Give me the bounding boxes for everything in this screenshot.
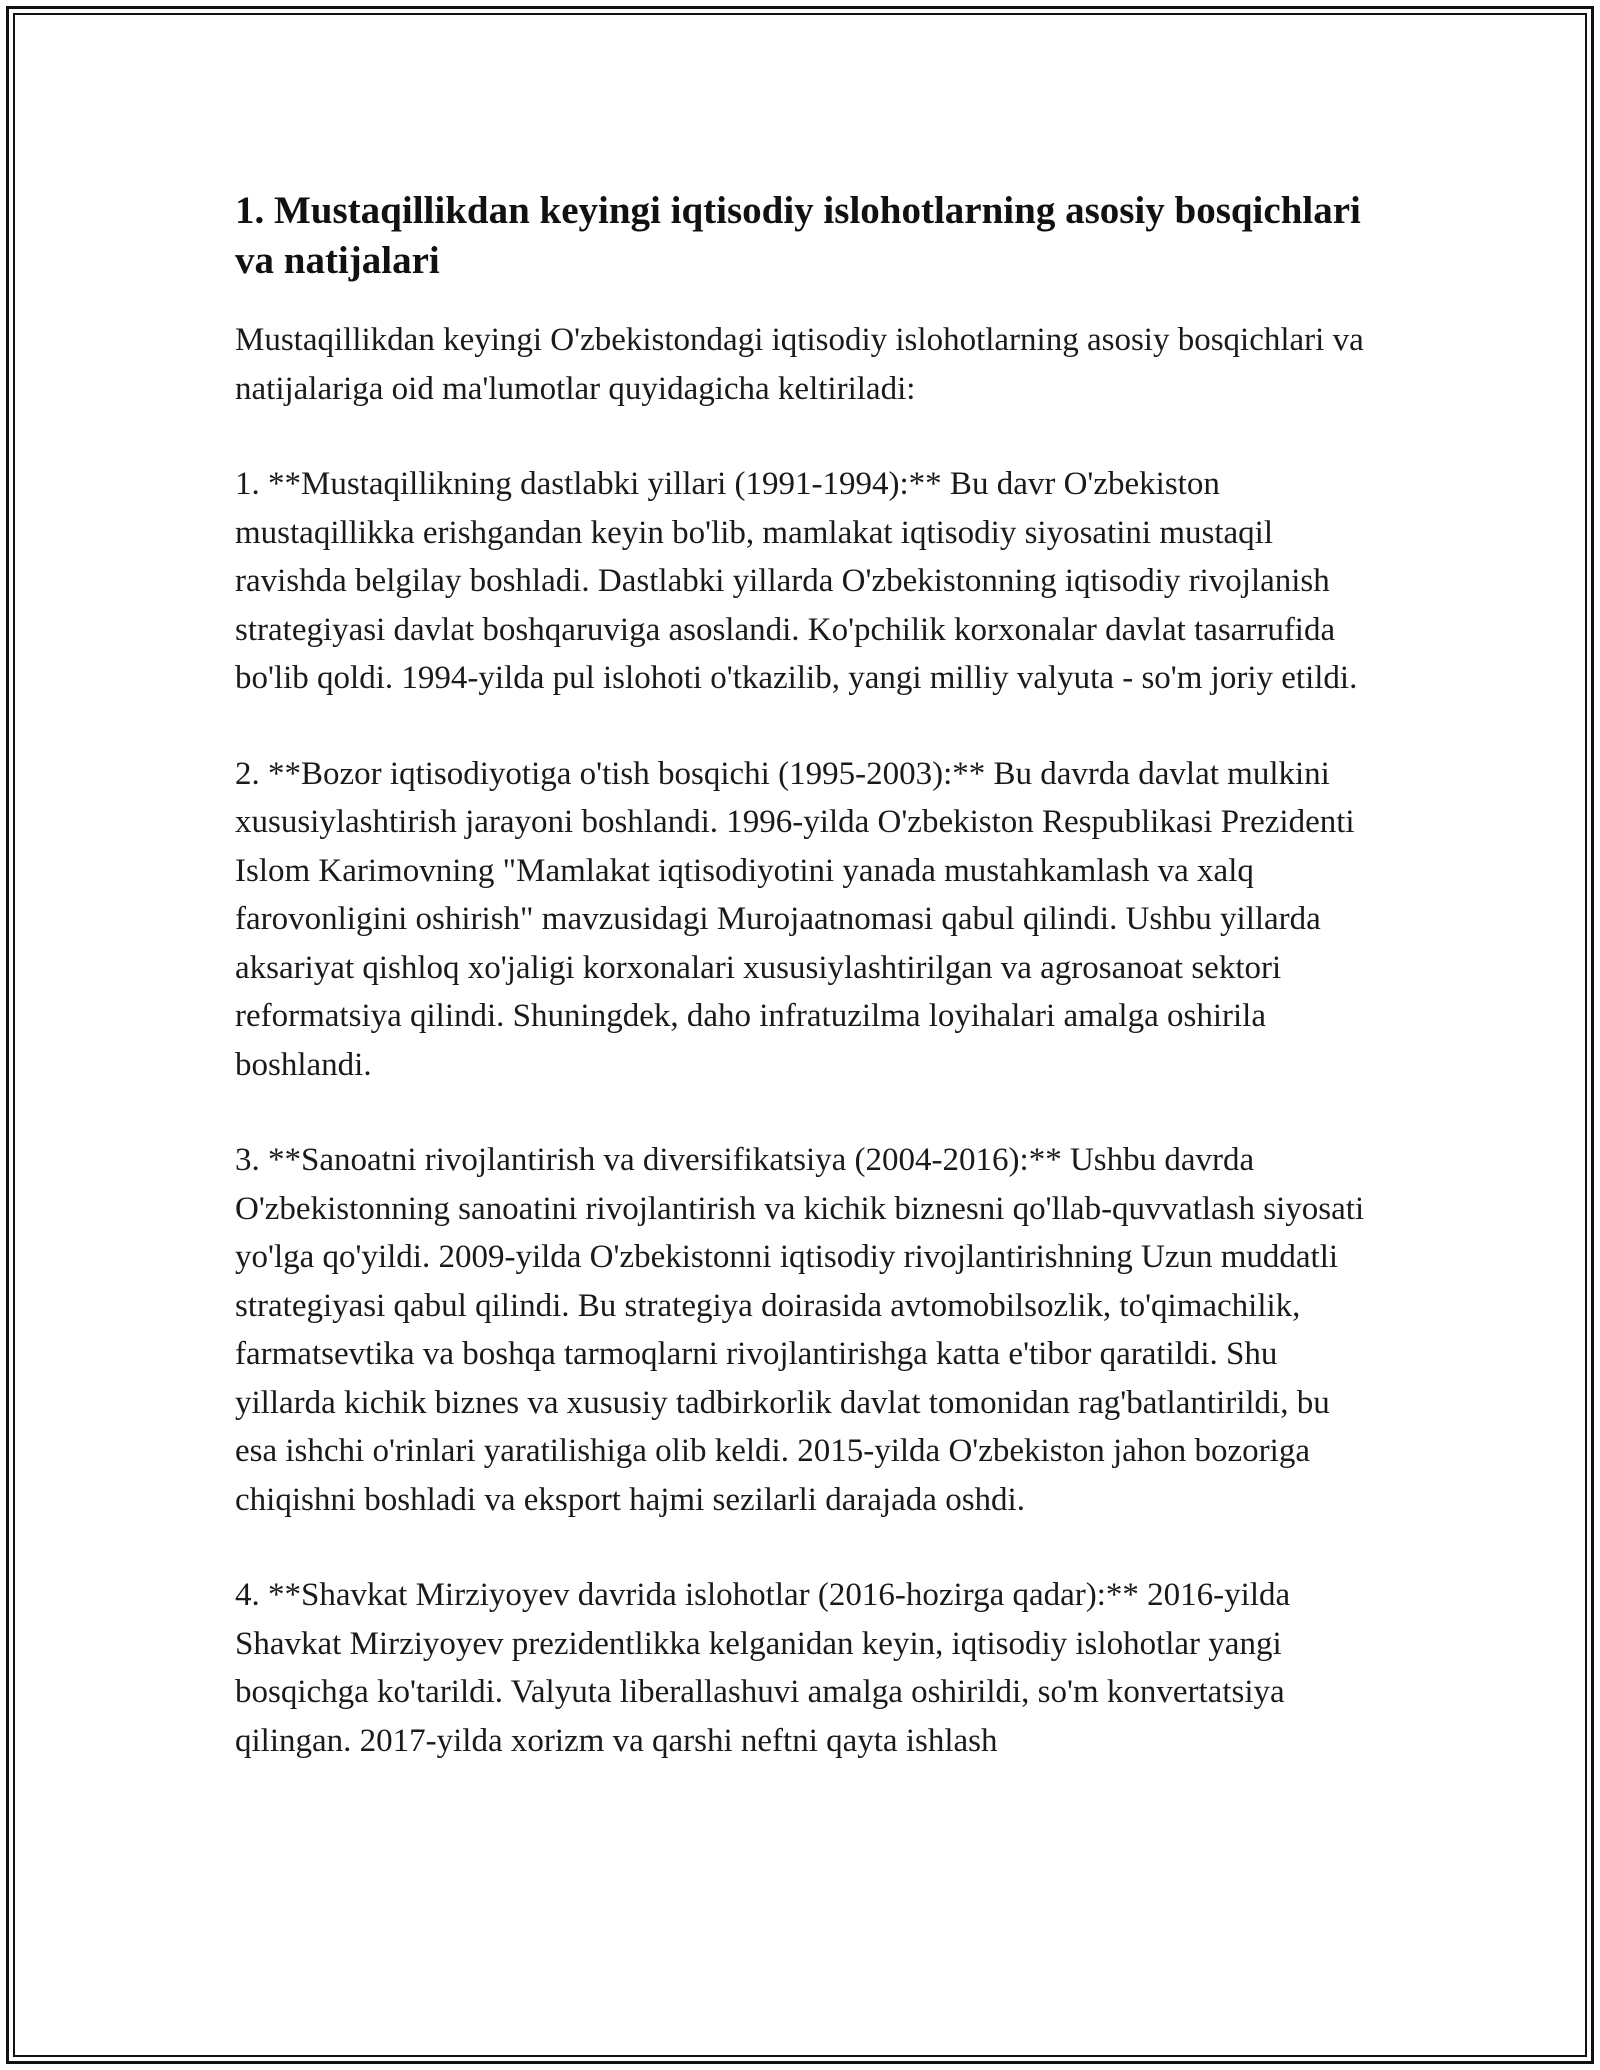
section-paragraph-4: 4. **Shavkat Mirziyoyev davrida islohotlar (2016-hozirga qadar):** 2016-yilda Shavkat Mirziyoyev prezidentlikka kelganidan keyin, iqtisodiy islohotlar yangi bosqichga ko'tarildi. Valyuta liberallashuvi amalga oshirildi, so'm konvertatsiya qilingan. 2017-yilda xorizm va qarshi neftni qayta ishlash xyxy=(235,1577,1291,1759)
section-paragraph-1: 1. **Mustaqillikning dastlabki yillari (1991-1994):** Bu davr O'zbekiston mustaqillikka erishgandan keyin bo'lib, mamlakat iqtisodiy siyosatini mustaqil ravishda belgilay boshladi. Dastlabki yillarda O'zbekistonning iqtisodiy rivojlanish strategiyasi davlat boshqaruviga asoslandi. Ko'pchilik korxonalar davlat tasarrufida bo'lib qoldi. 1994-yilda pul islohoti o'tkazilib, yangi milliy valyuta - so'm joriy etildi. xyxy=(235,466,1358,696)
section-paragraph-3: 3. **Sanoatni rivojlantirish va diversifikatsiya (2004-2016):** Ushbu davrda O'zbekistonning sanoatini rivojlantirish va kichik biznesni qo'llab-quvvatlash siyosati yo'lga qo'yildi. 2009-yilda O'zbekistonni iqtisodiy rivojlantirishning Uzun muddatli strategiyasi qabul qilindi. Bu strategiya doirasida avtomobilsozlik, to'qimachilik, farmatsevtika va boshqa tarmoqlarni rivojlantirishga katta e'tibor qaratildi. Shu yillarda kichik biznes va xususiy tadbirkorlik davlat tomonidan rag'batlantirildi, bu esa ishchi o'rinlari yaratilishiga olib keldi. 2015-yilda O'zbekiston jahon bozoriga chiqishni boshladi va eksport hajmi sezilarli darajada oshdi. xyxy=(235,1142,1365,1518)
document-body xyxy=(235,186,1375,1812)
intro-paragraph: Mustaqillikdan keyingi O'zbekistondagi iqtisodiy islohotlarning asosiy bosqichlari va natijalariga oid ma'lumotlar quyidagicha keltiriladi: xyxy=(235,322,1364,407)
section-paragraph-2: 2. **Bozor iqtisodiyotiga o'tish bosqichi (1995-2003):** Bu davrda davlat mulkini xususiylashtirish jarayoni boshlandi. 1996-yilda O'zbekiston Respublikasi Prezidenti Islom Karimovning "Mamlakat iqtisodiyotini yanada mustahkamlash va xalq farovonligini oshirish" mavzusidagi Murojaatnomasi qabul qilindi. Ushbu yillarda aksariyat qishloq xo'jaligi korxonalari xususiylashtirilgan va agrosanoat sektori reformatsiya qilindi. Shuningdek, daho infratuzilma loyihalari amalga oshirila boshlandi. xyxy=(235,755,1355,1083)
document-title: 1. Mustaqillikdan keyingi iqtisodiy islohotlarning asosiy bosqichlari va natijalari xyxy=(235,189,1361,282)
